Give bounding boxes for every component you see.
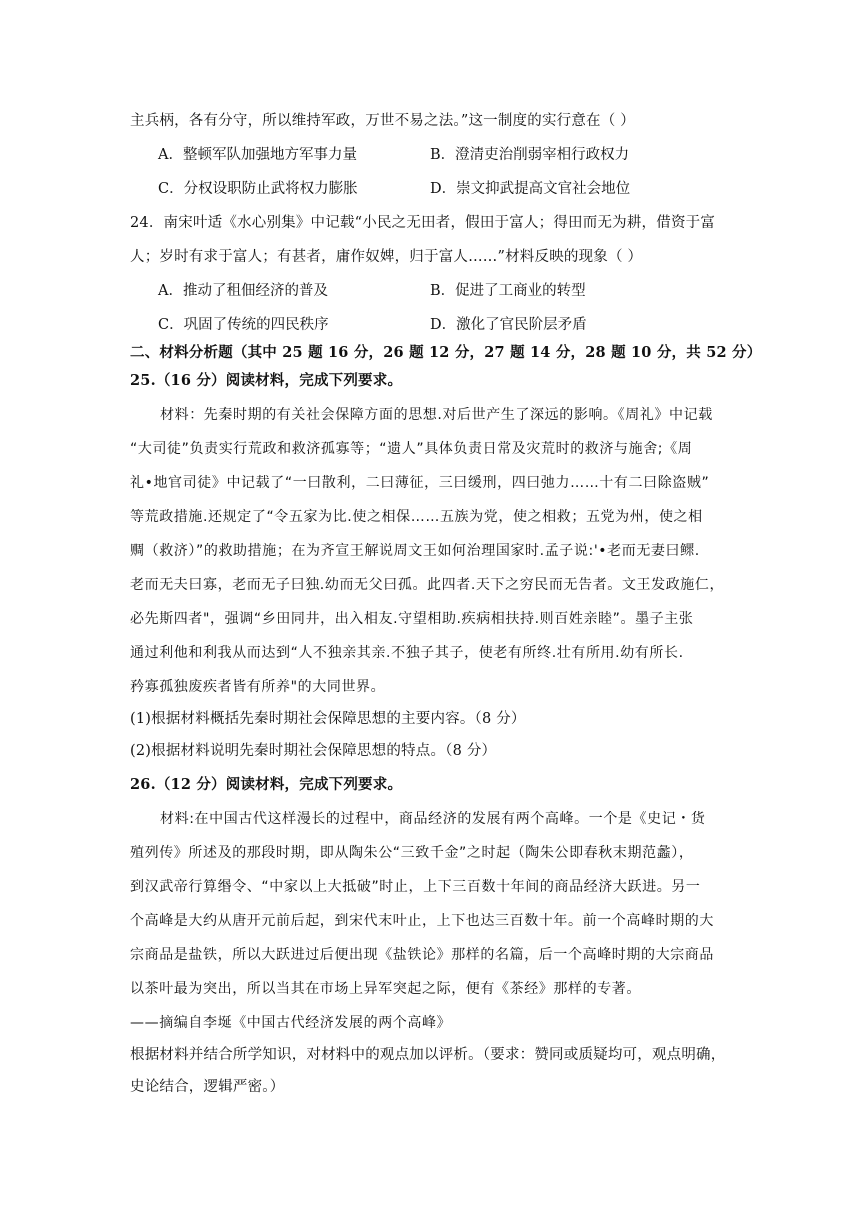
q24-option-a: A．推动了租佃经济的普及 [158,283,328,299]
q25-material-line: 赒（救济）”的救助措施；在为齐宣王解说周文王如何治理国家时.孟子说:'•老而无妻曰鳏. [130,543,700,559]
q26-material-line: 材料:在中国古代这样漫长的过程中，商品经济的发展有两个高峰。一个是《史记・货 [160,811,706,827]
q24-option-b: B．促进了工商业的转型 [430,283,586,299]
q24-option-c: C．巩固了传统的四民秩序 [158,317,329,333]
q24-option-d: D．激化了官民阶层矛盾 [430,317,587,333]
q23-option-d: D．崇文抑武提高文官社会地位 [430,181,631,197]
q26-material-line: 宗商品是盐铁，所以大跃进过后便出现《盐铁论》那样的名篇，后一个高峰时期的大宗商品 [130,947,714,963]
q24-stem-line-2: 人；岁时有求于富人；有甚者，庸作奴婢，归于富人……”材料反映的现象（ ） [130,249,643,265]
q25-material-line: 通过利他和利我从而达到“人不独亲其亲.不独子其子，使老有所终.壮有所用.幼有所长. [130,645,684,661]
q25-heading: 25.（16 分）阅读材料，完成下列要求。 [130,372,403,389]
q26-material-line: 以茶叶最为突出，所以当其在市场上异军突起之际，便有《茶经》那样的专著。 [130,981,641,997]
q26-material-line: 到汉武帝行算缗令、“中家以上大抵破”时止，上下三百数十年间的商品经济大跃进。另一 [130,879,701,895]
q23-option-c: C．分权设职防止武将权力膨胀 [158,181,358,197]
q25-subquestion-2: (2)根据材料说明先秦时期社会保障思想的特点。（8 分） [130,743,497,759]
q26-material-line: 个高峰是大约从唐开元前后起，到宋代末叶止，上下也达三百数十年。前一个高峰时期的大 [130,913,714,929]
q24-stem-line-1: 24．南宋叶适《水心别集》中记载“小民之无田者，假田于富人；得田而无为耕，借资于富 [130,215,716,231]
q23-stem: 主兵柄，各有分守，所以维持军政，万世不易之法。”这一制度的实行意在（ ） [130,113,635,129]
section-2-heading: 二、材料分析题（其中 25 题 16 分，26 题 12 分，27 题 14 分，28 题 10 分，共 52 分） [130,344,762,361]
q25-material-line: 必先斯四者"，强调“乡田同井，出入相友.守望相助.疾病相扶持.则百姓亲睦”。墨子主张 [130,611,694,627]
q25-material-line: 礼•地官司徒》中记载了“一曰散利，二曰薄征，三曰缓刑，四曰弛力……十有二曰除盗贼” [130,475,710,491]
q23-option-a: A．整顿军队加强地方军事力量 [158,147,357,163]
q26-requirement-line-2: 史论结合，逻辑严密。） [130,1079,285,1095]
q26-material-line: 殖列传》所述及的那段时期，即从陶朱公“三致千金”之时起（陶朱公即春秋末期范蠡）， [130,845,694,861]
q25-material-line: 老而无夫曰寡，老而无子曰独.幼而无父曰孤。此四者.天下之穷民而无告者。文王发政施仁， [130,577,725,593]
q26-source: ——摘编自李埏《中国古代经济发展的两个高峰》 [130,1015,452,1031]
q25-material-line: 材料：先秦时期的有关社会保障方面的思想.对后世产生了深远的影响。《周礼》中记载 [160,407,713,423]
q25-material-line: 等荒政措施.还规定了“令五家为比.使之相保……五族为党，使之相救；五党为州，使之相 [130,509,703,525]
q25-subquestion-1: (1)根据材料概括先秦时期社会保障思想的主要内容。（8 分） [130,711,526,727]
q23-option-b: B．澄清吏治削弱宰相行政权力 [430,147,630,163]
q26-heading: 26.（12 分）阅读材料，完成下列要求。 [130,776,403,793]
q26-requirement-line-1: 根据材料并结合所学知识，对材料中的观点加以评析。（要求：赞同或质疑均可，观点明确， [130,1047,726,1063]
q25-material-line: “大司徒”负责实行荒政和救济孤寡等；“遗人”具体负责日常及灾荒时的救济与施舍;《周 [130,441,693,457]
q25-material-line: 矜寡孤独废疾者皆有所养"的大同世界。 [130,679,386,695]
